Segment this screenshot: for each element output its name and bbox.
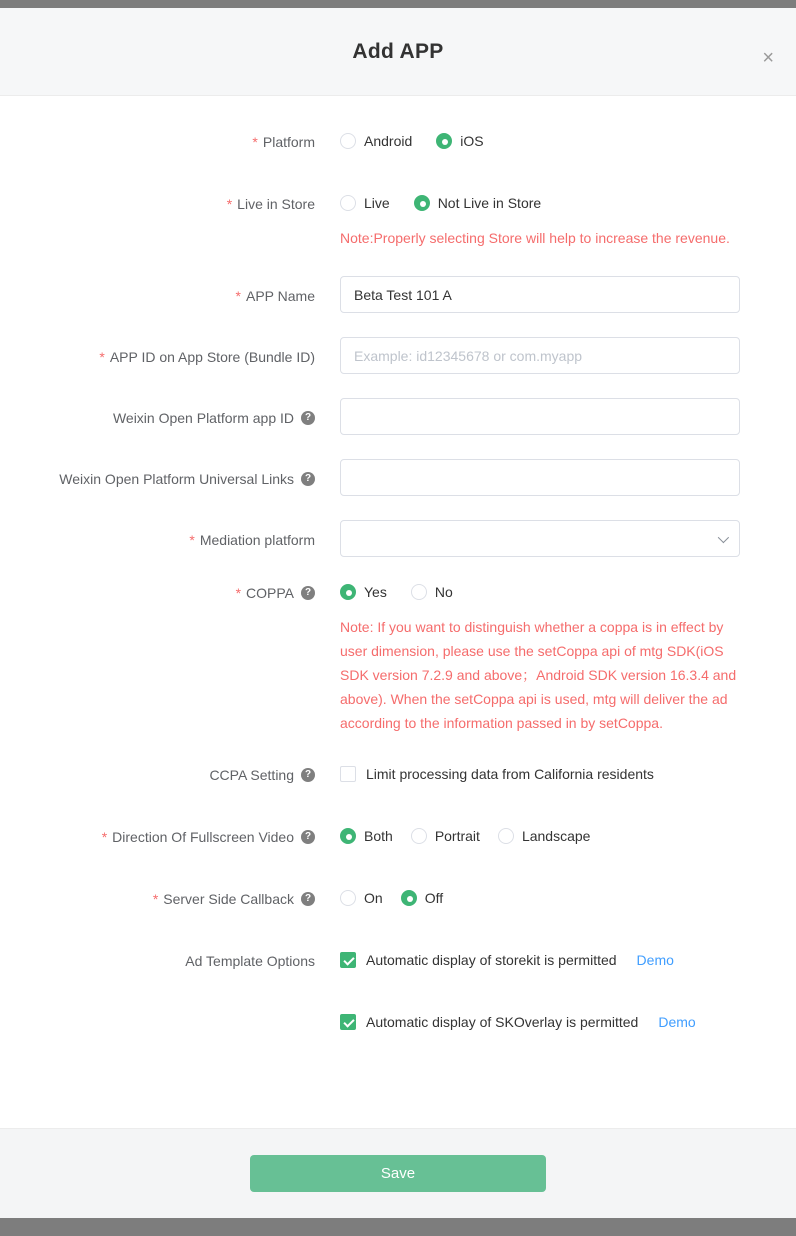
weixin-app-id-label-text: Weixin Open Platform app ID <box>112 410 294 426</box>
radio-unchecked-icon <box>340 133 356 149</box>
required-asterisk: * <box>152 891 159 907</box>
storekit-checkbox[interactable] <box>340 952 356 968</box>
radio-not-live-in-store[interactable]: Not Live in Store <box>414 195 542 211</box>
add-app-modal <box>0 8 796 1218</box>
help-icon[interactable] <box>301 768 315 782</box>
coppa-radio-group <box>340 581 740 603</box>
app-name-label-text: APP Name <box>246 288 315 304</box>
modal-title: Add APP <box>352 39 444 63</box>
radio-direction-landscape[interactable]: Landscape <box>498 828 591 844</box>
help-icon[interactable] <box>301 586 315 600</box>
radio-coppa-yes[interactable]: Yes <box>340 584 387 600</box>
required-asterisk: * <box>189 532 195 548</box>
ad-template-label <box>0 949 315 971</box>
required-asterisk: * <box>235 585 242 601</box>
ccpa-checkbox-line <box>340 763 740 785</box>
coppa-label-text: COPPA <box>246 585 294 601</box>
radio-checked-icon <box>401 890 417 906</box>
ccpa-label-text: CCPA Setting <box>209 767 294 783</box>
app-name-label <box>0 276 315 306</box>
radio-unchecked-icon <box>340 195 356 211</box>
radio-direction-portrait[interactable]: Portrait <box>411 828 480 844</box>
save-button[interactable]: Save <box>250 1155 546 1192</box>
ad-template-label-text: Ad Template Options <box>185 953 315 969</box>
radio-platform-android[interactable]: Android <box>340 133 412 149</box>
help-icon[interactable] <box>301 892 315 906</box>
mediation-platform-label <box>0 520 315 550</box>
weixin-app-id-input[interactable] <box>340 398 740 435</box>
radio-unchecked-icon <box>411 584 427 600</box>
form-row-mediation-platform <box>0 520 796 557</box>
ccpa-checkbox-label: Limit processing data from California residents <box>366 766 654 782</box>
radio-coppa-no[interactable]: No <box>411 584 453 600</box>
ad-template-label-spacer <box>0 1011 315 1013</box>
platform-radio-group <box>340 130 740 152</box>
radio-unchecked-icon <box>498 828 514 844</box>
live-in-store-radio-group <box>340 192 740 214</box>
add-app-form <box>0 96 796 1128</box>
weixin-app-id-label <box>0 398 315 428</box>
platform-label-text: Platform <box>262 134 315 150</box>
modal-header <box>0 8 796 96</box>
app-name-input[interactable] <box>340 276 740 313</box>
live-in-store-label <box>0 192 315 214</box>
form-row-ad-template-2 <box>0 1011 796 1033</box>
form-row-weixin-app-id <box>0 398 796 435</box>
radio-checked-icon <box>340 584 356 600</box>
skoverlay-checkbox-label: Automatic display of SKOverlay is permitted <box>366 1014 639 1030</box>
form-row-platform <box>0 130 796 152</box>
required-asterisk: * <box>99 349 105 365</box>
storekit-checkbox-label: Automatic display of storekit is permitted <box>366 952 617 968</box>
storekit-demo-link[interactable]: Demo <box>636 952 674 968</box>
storekit-checkbox-line <box>340 949 796 971</box>
form-row-app-id <box>0 337 796 374</box>
server-callback-label <box>0 887 315 909</box>
server-callback-label-text: Server Side Callback <box>163 891 294 907</box>
ccpa-checkbox[interactable] <box>340 766 356 782</box>
radio-checked-icon <box>436 133 452 149</box>
overlay-bar-top <box>0 0 796 8</box>
server-callback-radio-group <box>340 887 740 909</box>
required-asterisk: * <box>235 288 241 304</box>
close-icon[interactable]: × <box>762 47 774 69</box>
form-row-weixin-universal-links <box>0 459 796 496</box>
app-id-label <box>0 337 315 367</box>
form-row-ad-template-1 <box>0 949 796 971</box>
coppa-note: Note: If you want to distinguish whether a coppa is in effect by user dimension, please use the setCoppa api of mtg SDK(iOS SDK version 7.2.9 and above；Android SDK version 16.3.4 and above). When the setCoppa api is used, mtg will deliver the ad according to the information passed in by setCoppa. <box>340 619 737 731</box>
direction-radio-group <box>340 825 740 847</box>
live-in-store-label-text: Live in Store <box>237 196 315 212</box>
ccpa-label <box>0 763 315 785</box>
radio-checked-icon <box>340 828 356 844</box>
help-icon[interactable] <box>301 830 315 844</box>
coppa-label <box>0 581 315 603</box>
form-row-coppa <box>0 581 796 735</box>
direction-label <box>0 825 315 847</box>
required-asterisk: * <box>252 134 258 150</box>
radio-unchecked-icon <box>340 890 356 906</box>
skoverlay-checkbox[interactable] <box>340 1014 356 1030</box>
form-row-live-in-store <box>0 192 796 250</box>
weixin-universal-links-label-text: Weixin Open Platform Universal Links <box>59 471 294 487</box>
required-asterisk: * <box>101 829 108 845</box>
skoverlay-checkbox-line <box>340 1011 796 1033</box>
mediation-platform-label-text: Mediation platform <box>199 532 315 548</box>
modal-footer <box>0 1128 796 1218</box>
weixin-universal-links-label <box>0 459 315 489</box>
weixin-universal-links-input[interactable] <box>340 459 740 496</box>
direction-label-text: Direction Of Fullscreen Video <box>112 829 294 845</box>
form-row-direction <box>0 825 796 847</box>
radio-callback-off[interactable]: Off <box>401 890 443 906</box>
radio-unchecked-icon <box>411 828 427 844</box>
required-asterisk: * <box>226 196 233 212</box>
form-row-server-callback <box>0 887 796 909</box>
radio-callback-on[interactable]: On <box>340 890 383 906</box>
app-id-label-text: APP ID on App Store (Bundle ID) <box>109 349 315 365</box>
radio-direction-both[interactable]: Both <box>340 828 393 844</box>
chevron-down-icon <box>718 531 729 542</box>
platform-label <box>0 130 315 152</box>
mediation-platform-select[interactable] <box>340 520 740 557</box>
overlay-bar-bottom <box>0 1218 796 1236</box>
radio-checked-icon <box>414 195 430 211</box>
radio-live[interactable]: Live <box>340 195 390 211</box>
app-id-input[interactable] <box>340 337 740 374</box>
help-icon[interactable] <box>301 411 315 425</box>
skoverlay-demo-link[interactable]: Demo <box>658 1014 696 1030</box>
form-row-app-name <box>0 276 796 313</box>
form-row-ccpa <box>0 763 796 785</box>
radio-platform-ios[interactable]: iOS <box>436 133 483 149</box>
live-in-store-note: Note:Properly selecting Store will help to increase the revenue. <box>340 230 730 246</box>
help-icon[interactable] <box>301 472 315 486</box>
